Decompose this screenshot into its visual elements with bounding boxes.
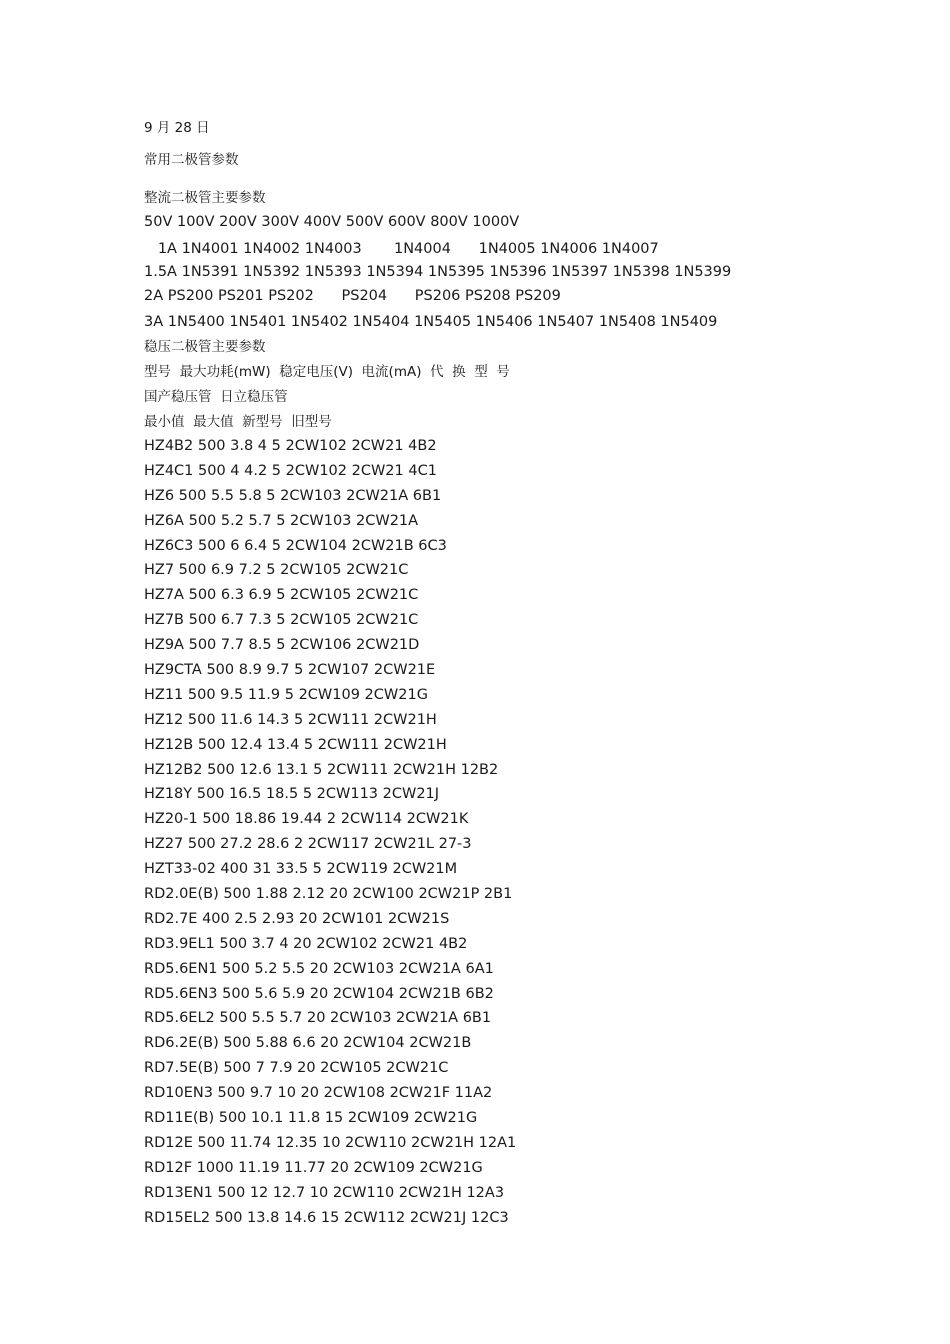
zener-row: RD6.2E(B) 500 5.88 6.6 20 2CW104 2CW21B (144, 1035, 472, 1052)
zener-row: HZ7A 500 6.3 6.9 5 2CW105 2CW21C (144, 587, 419, 604)
zener-row: HZ7B 500 6.7 7.3 5 2CW105 2CW21C (144, 612, 419, 629)
zener-row: RD13EN1 500 12 12.7 10 2CW110 2CW21H 12A3 (144, 1184, 505, 1201)
rectifier-row: 2A PS200 PS201 PS202 PS204 PS206 PS208 PS209 (144, 288, 561, 304)
zener-row: HZ20-1 500 18.86 19.44 2 2CW114 2CW21K (144, 811, 469, 828)
zener-row: HZ9A 500 7.7 8.5 5 2CW106 2CW21D (144, 637, 420, 654)
zener-row: HZ7 500 6.9 7.2 5 2CW105 2CW21C (144, 562, 409, 579)
date-line: 9 月 28 日 (144, 120, 210, 136)
rectifier-row: 3A 1N5400 1N5401 1N5402 1N5404 1N5405 1N5406 1N5407 1N5408 1N5409 (144, 314, 718, 330)
zener-row: HZ18Y 500 16.5 18.5 5 2CW113 2CW21J (144, 786, 440, 803)
zener-row: RD10EN3 500 9.7 10 20 2CW108 2CW21F 11A2 (144, 1085, 493, 1102)
zener-row: RD12E 500 11.74 12.35 10 2CW110 2CW21H 12A1 (144, 1134, 517, 1151)
rectifier-heading: 整流二极管主要参数 (144, 190, 266, 206)
zener-row: HZ27 500 27.2 28.6 2 2CW117 2CW21L 27-3 (144, 836, 472, 853)
zener-row: HZ12 500 11.6 14.3 5 2CW111 2CW21H (144, 711, 437, 728)
zener-row: HZ4C1 500 4 4.2 5 2CW102 2CW21 4C1 (144, 462, 437, 479)
rectifier-voltage-row: 50V 100V 200V 300V 400V 500V 600V 800V 1000V (144, 214, 520, 230)
rectifier-row: 1A 1N4001 1N4002 1N4003 1N4004 1N4005 1N4006 1N4007 (144, 241, 659, 257)
zener-row: HZ6A 500 5.2 5.7 5 2CW103 2CW21A (144, 512, 419, 529)
zener-header-row: 型号 最大功耗(mW) 稳定电压(V) 电流(mA) 代 换 型 号 (144, 364, 510, 380)
page-title: 常用二极管参数 (144, 152, 239, 168)
zener-row: HZ12B 500 12.4 13.4 5 2CW111 2CW21H (144, 736, 447, 753)
zener-heading: 稳压二极管主要参数 (144, 339, 266, 355)
zener-row: RD15EL2 500 13.8 14.6 15 2CW112 2CW21J 12C3 (144, 1209, 509, 1226)
zener-row: HZ6 500 5.5 5.8 5 2CW103 2CW21A 6B1 (144, 487, 442, 504)
zener-row: RD5.6EN3 500 5.6 5.9 20 2CW104 2CW21B 6B2 (144, 985, 494, 1002)
zener-row: HZ11 500 9.5 11.9 5 2CW109 2CW21G (144, 686, 428, 703)
zener-row: RD5.6EN1 500 5.2 5.5 20 2CW103 2CW21A 6A1 (144, 960, 494, 977)
zener-row: RD11E(B) 500 10.1 11.8 15 2CW109 2CW21G (144, 1110, 478, 1127)
zener-row: RD3.9EL1 500 3.7 4 20 2CW102 2CW21 4B2 (144, 935, 468, 952)
zener-row: HZ6C3 500 6 6.4 5 2CW104 2CW21B 6C3 (144, 537, 447, 554)
zener-row: HZ9CTA 500 8.9 9.7 5 2CW107 2CW21E (144, 662, 436, 679)
zener-header-row: 最小值 最大值 新型号 旧型号 (144, 414, 332, 430)
zener-row: RD5.6EL2 500 5.5 5.7 20 2CW103 2CW21A 6B1 (144, 1010, 492, 1027)
rectifier-row: 1.5A 1N5391 1N5392 1N5393 1N5394 1N5395 1N5396 1N5397 1N5398 1N5399 (144, 264, 732, 280)
zener-header-row: 国产稳压管 日立稳压管 (144, 389, 288, 405)
zener-row: RD7.5E(B) 500 7 7.9 20 2CW105 2CW21C (144, 1060, 449, 1077)
zener-row: RD2.0E(B) 500 1.88 2.12 20 2CW100 2CW21P 2B1 (144, 886, 513, 903)
zener-row: RD2.7E 400 2.5 2.93 20 2CW101 2CW21S (144, 910, 450, 927)
zener-table (144, 436, 516, 1233)
zener-row: HZ4B2 500 3.8 4 5 2CW102 2CW21 4B2 (144, 438, 437, 454)
zener-row: HZ12B2 500 12.6 13.1 5 2CW111 2CW21H 12B2 (144, 761, 499, 778)
zener-row: RD12F 1000 11.19 11.77 20 2CW109 2CW21G (144, 1159, 483, 1176)
zener-row: HZT33-02 400 31 33.5 5 2CW119 2CW21M (144, 861, 458, 878)
